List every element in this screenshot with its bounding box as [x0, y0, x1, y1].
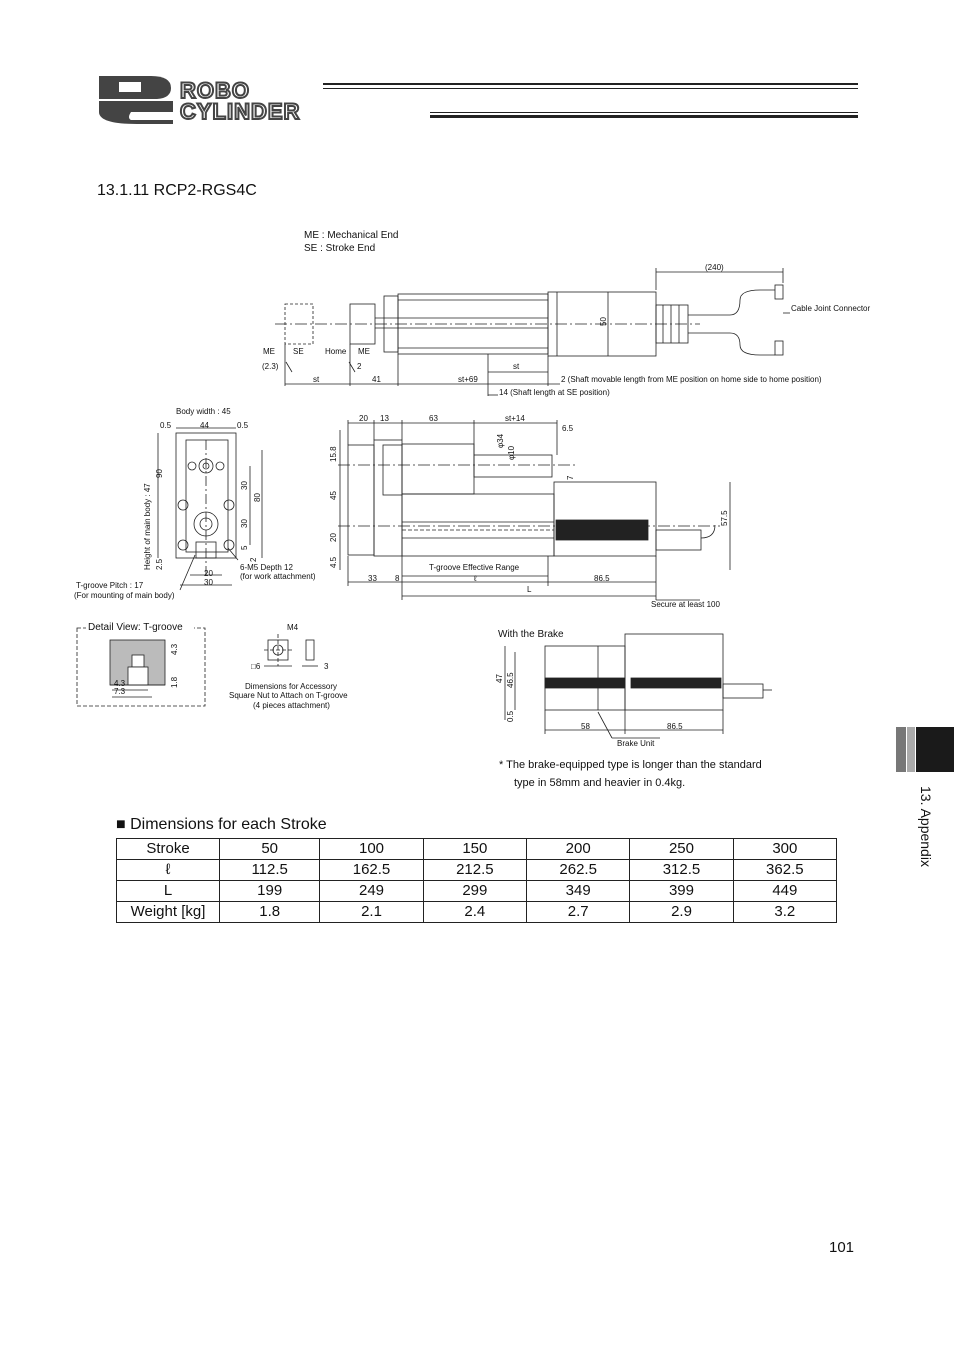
table-cell: 349: [527, 881, 630, 902]
brake-note-line2: type in 58mm and heavier in 0.4kg.: [514, 777, 686, 789]
table-cell: 200: [527, 839, 630, 860]
note-shaft-movable: 2 (Shaft movable length from ME position on home side to home position): [561, 375, 822, 384]
table-cell: 2.4: [423, 902, 526, 923]
dim-3: 3: [324, 662, 329, 671]
dim-phi34: φ34: [496, 433, 505, 448]
table-cell: 362.5: [733, 860, 836, 881]
label-me: ME: [263, 347, 275, 356]
table-row: [117, 860, 837, 881]
logo-text-robo: ROBO: [180, 78, 250, 103]
dim-phi10: φ10: [507, 445, 516, 460]
brake-note: [499, 756, 762, 792]
logo-text-cylinder: CYLINDER: [180, 99, 301, 124]
table-row-header: ℓ: [117, 860, 220, 881]
dim-13: 13: [380, 414, 389, 423]
brake-note-line1: * The brake-equipped type is longer than the standard: [499, 759, 762, 771]
table-row: [117, 839, 837, 860]
dim-4-5: 4.5: [329, 556, 338, 568]
label-se: SE: [293, 347, 304, 356]
dim-7: 7: [566, 475, 575, 480]
detail-title: Detail View: T-groove: [88, 622, 183, 633]
label-m4: M4: [287, 623, 299, 632]
note-m5-work: (for work attachment): [240, 572, 316, 581]
section-title: 13.1.11 RCP2-RGS4C: [97, 182, 257, 199]
nut-caption-1: Dimensions for Accessory: [245, 682, 338, 691]
table-cell: 162.5: [320, 860, 423, 881]
dim-2: 2: [357, 362, 362, 371]
table-cell: 1.8: [220, 902, 320, 923]
legend-se: SE : Stroke End: [304, 243, 376, 254]
dim-2-3: (2.3): [262, 362, 279, 371]
table-cell: 299: [423, 881, 526, 902]
page-number: 101: [829, 1239, 855, 1256]
dim-15-8: 15.8: [329, 446, 338, 462]
table-row: [117, 881, 837, 902]
dim-5: 5: [240, 545, 249, 550]
dimensions-table: [116, 838, 837, 923]
dim-46-5: 46.5: [506, 672, 515, 688]
dim-20-end: 20: [204, 569, 213, 578]
label-cable-connector: Cable Joint Connector: [791, 304, 871, 313]
table-cell: 2.9: [630, 902, 733, 923]
note-m5-depth: 6-M5 Depth 12: [240, 563, 293, 572]
dim-30a: 30: [240, 481, 249, 490]
dim-44: 44: [200, 421, 209, 430]
label-me2: ME: [358, 347, 370, 356]
table-heading: ■ Dimensions for each Stroke: [116, 816, 327, 833]
table-cell: 2.7: [527, 902, 630, 923]
dim-0-5b: 0.5: [237, 421, 249, 430]
label-height-body: Height of main body : 47: [143, 483, 152, 570]
dim-ell: ℓ: [474, 574, 477, 583]
dim-57-5: 57.5: [720, 510, 729, 526]
dim-86-5: 86.5: [594, 574, 610, 583]
dim-41: 41: [372, 375, 381, 384]
dim-30c: 30: [204, 578, 213, 587]
dim-80: 80: [253, 493, 262, 502]
brake-title: With the Brake: [498, 629, 564, 640]
dim-8: 8: [395, 574, 400, 583]
legend-me: ME : Mechanical End: [304, 230, 399, 241]
nut-caption-2: Square Nut to Attach on T-groove: [229, 691, 348, 700]
table-cell: 300: [733, 839, 836, 860]
dim-33: 33: [368, 574, 377, 583]
side-tab-stripe-2: [907, 727, 915, 772]
table-cell: 2.1: [320, 902, 423, 923]
table-cell: 50: [220, 839, 320, 860]
table-cell: 399: [630, 881, 733, 902]
label-home: Home: [325, 347, 347, 356]
nut-caption-3: (4 pieces attachment): [253, 701, 330, 710]
note-tgroove-pitch: T-groove Pitch : 17: [76, 581, 144, 590]
dim-st: st: [313, 375, 320, 384]
label-body-width: Body width : 45: [176, 407, 231, 416]
side-tab-stripe-1: [896, 727, 906, 772]
table-cell: 100: [320, 839, 423, 860]
dim-cable-length: (240): [705, 263, 724, 272]
table-cell: 199: [220, 881, 320, 902]
dim-1-8: 1.8: [170, 676, 179, 688]
table-cell: 3.2: [733, 902, 836, 923]
note-secure: Secure at least 100: [651, 600, 720, 609]
dim-20-vert: 20: [329, 533, 338, 542]
dim-L: L: [527, 585, 532, 594]
label-brake-unit: Brake Unit: [617, 739, 655, 748]
table-cell: 250: [630, 839, 733, 860]
dim-47: 47: [495, 674, 504, 683]
side-tab-block: [916, 727, 954, 772]
dim-7-3: 7.3: [114, 687, 126, 696]
dim-4-3a: 4.3: [170, 643, 179, 655]
dim-58: 58: [581, 722, 590, 731]
table-cell: 212.5: [423, 860, 526, 881]
dim-0-5-brake: 0.5: [506, 710, 515, 722]
label-tgroove-range: T-groove Effective Range: [429, 563, 520, 572]
table-row-header: Weight [kg]: [117, 902, 220, 923]
dim-90: 90: [155, 469, 164, 478]
table-row-header: L: [117, 881, 220, 902]
dim-st-14: st+14: [505, 414, 525, 423]
dim-0-5a: 0.5: [160, 421, 172, 430]
dim-20-side: 20: [359, 414, 368, 423]
note-shaft-length: 14 (Shaft length at SE position): [499, 388, 610, 397]
table-row: [117, 902, 837, 923]
dim-st-69: st+69: [458, 375, 478, 384]
side-tab-label: 13. Appendix: [918, 786, 934, 867]
table-cell: 262.5: [527, 860, 630, 881]
table-cell: 449: [733, 881, 836, 902]
note-tgroove-mounting: (For mounting of main body): [74, 591, 175, 600]
dim-45: 45: [329, 491, 338, 500]
table-cell: 249: [320, 881, 423, 902]
dim-2-end: 2: [249, 557, 258, 562]
table-cell: 150: [423, 839, 526, 860]
dim-30b: 30: [240, 519, 249, 528]
dim-st-shaft: st: [513, 362, 520, 371]
dim-6-5: 6.5: [562, 424, 574, 433]
dim-sq6: □6: [251, 662, 261, 671]
table-cell: 312.5: [630, 860, 733, 881]
dim-4-3b: 4.3: [114, 679, 126, 688]
table-row-header: Stroke: [117, 839, 220, 860]
dim-motor-height: 50: [599, 317, 608, 326]
dim-2-5: 2.5: [155, 558, 164, 570]
dim-86-5-brake: 86.5: [667, 722, 683, 731]
dim-63: 63: [429, 414, 438, 423]
table-cell: 112.5: [220, 860, 320, 881]
